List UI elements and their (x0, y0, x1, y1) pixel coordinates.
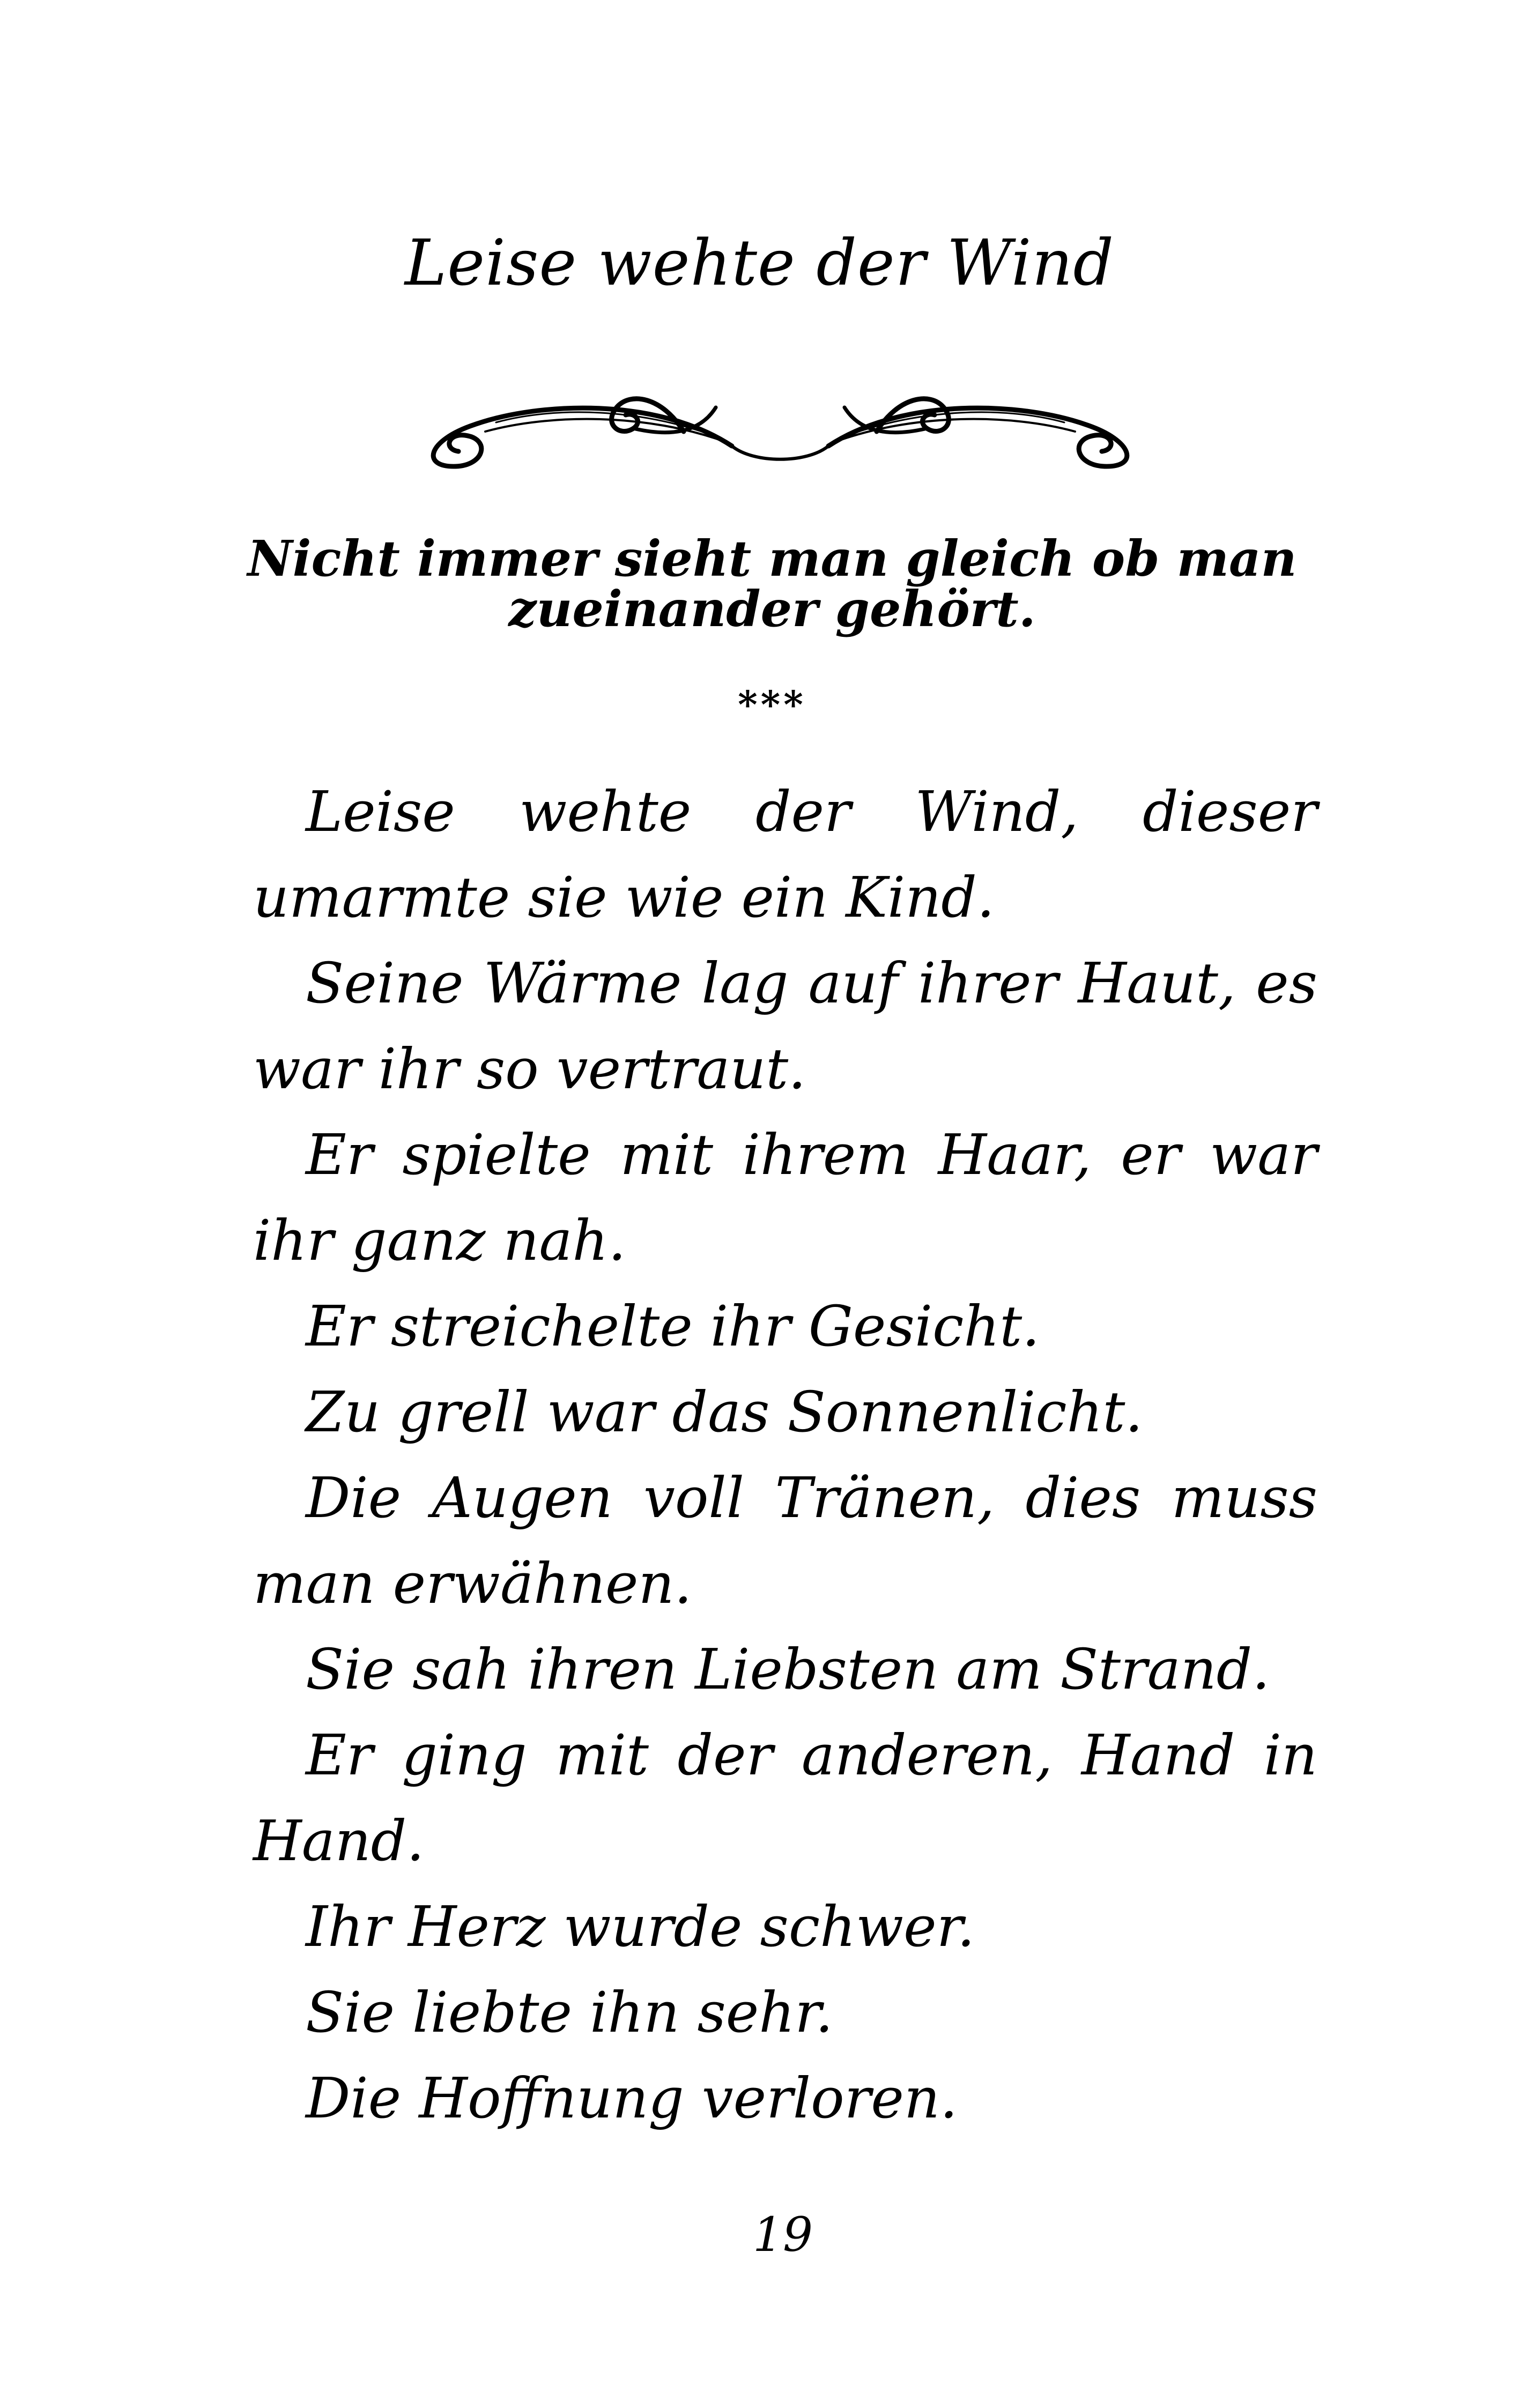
poem-line: Die Augen voll Tränen, dies muss man erwähnen. (253, 1465, 1317, 1616)
poem-line: Sie liebte ihn sehr. (306, 1980, 833, 2045)
poem-line: Leise wehte der Wind, dieser umarmte sie wie ein Kind. (253, 779, 1317, 930)
poem-line: Ihr Herz wurde schwer. (306, 1894, 975, 1959)
subtitle-line: zueinander gehört. (508, 580, 1036, 638)
poem-line: Seine Wärme lag auf ihrer Haut, es war ihr so vertraut. (253, 950, 1317, 1102)
poem-line: Sie sah ihren Liebsten am Strand. (306, 1637, 1270, 1702)
subtitle (241, 530, 1303, 638)
section-separator: *** (738, 682, 806, 727)
poem-line: Er ging mit der anderen, Hand in Hand. (253, 1722, 1317, 1874)
poem-body (253, 769, 1317, 2141)
flourish-ornament-icon (405, 375, 1155, 469)
poem-line: Er streichelte ihr Gesicht. (306, 1294, 1040, 1359)
page-number: 19 (753, 2207, 813, 2262)
poem-line: Er spielte mit ihrem Haar, er war ihr ganz nah. (253, 1122, 1317, 1273)
page-title: Leise wehte der Wind (404, 226, 1115, 300)
poem-line: Zu grell war das Sonnenlicht. (306, 1379, 1143, 1445)
poem-line: Die Hoffnung verloren. (306, 2065, 958, 2131)
subtitle-line: Nicht immer sieht man gleich ob man (247, 530, 1297, 588)
